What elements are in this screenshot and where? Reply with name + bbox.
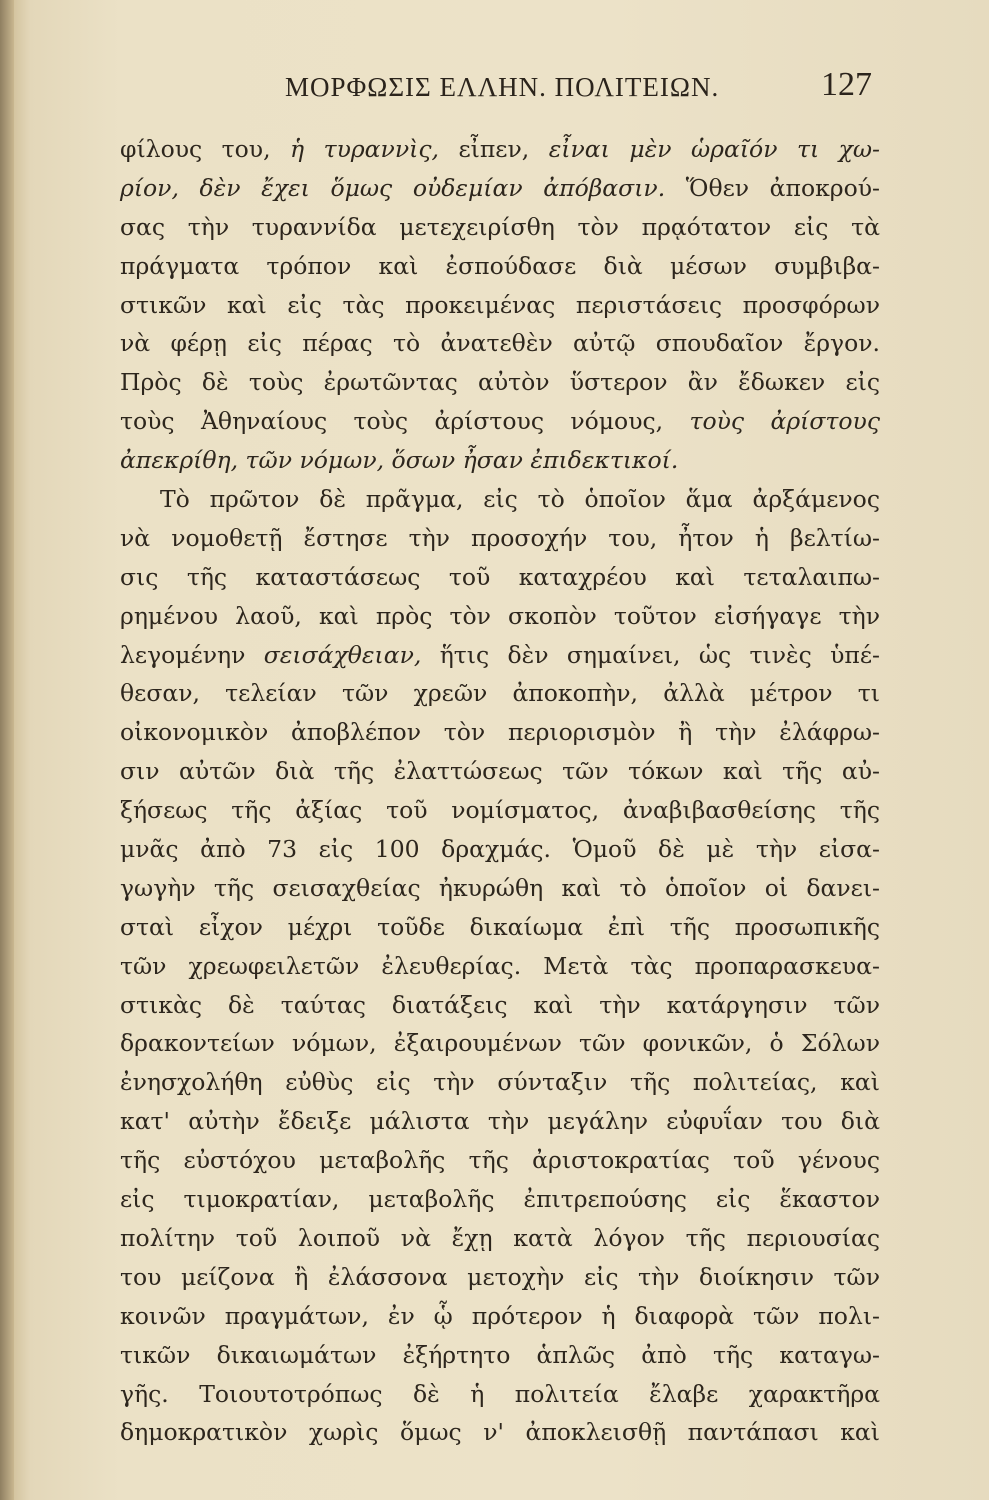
text-line: τῶν χρεωφειλετῶν ἐλευθερίας. Μετὰ τὰς προπαρασκευα- (120, 951, 880, 980)
text-line: πράγματα τρόπον καὶ ἐσπούδασε διὰ μέσων συμβιβα- (120, 251, 880, 280)
text-line: δημοκρατικὸν χωρὶς ὅμως ν' ἀποκλεισθῇ παντάπασι καὶ (120, 1418, 880, 1447)
text-line: του μείζονα ἢ ἐλάσσονα μετοχὴν εἰς τὴν διοίκησιν τῶν (120, 1262, 880, 1291)
text-line: στικὰς δὲ ταύτας διατάξεις καὶ τὴν κατάργησιν τῶν (120, 990, 880, 1019)
text-line: δρακοντείων νόμων, ἐξαιρουμένων τῶν φονικῶν, ὁ Σόλων (120, 1029, 880, 1058)
text-line: κοινῶν πραγμάτων, ἐν ᾧ πρότερον ἡ διαφορὰ τῶν πολι- (120, 1301, 880, 1330)
text-line: γῆς. Τοιουτοτρόπως δὲ ἡ πολιτεία ἔλαβε χαρακτῆρα (120, 1379, 880, 1408)
text-line: ξήσεως τῆς ἀξίας τοῦ νομίσματος, ἀναβιβασθείσης τῆς (120, 796, 880, 825)
text-line: σιν αὐτῶν διὰ τῆς ἐλαττώσεως τῶν τόκων καὶ τῆς αὐ- (120, 757, 880, 786)
text-line: οἰκονομικὸν ἀποβλέπον τὸν περιορισμὸν ἢ τὴν ἐλάφρω- (120, 718, 880, 747)
text-line: πολίτην τοῦ λοιποῦ νὰ ἔχῃ κατὰ λόγον τῆς περιουσίας (120, 1223, 880, 1252)
page-number: 127 (821, 66, 872, 103)
text-line: νὰ νομοθετῇ ἔστησε τὴν προσοχήν του, ἦτον ἡ βελτίω- (120, 523, 880, 552)
text-line: ἀπεκρίθη, τῶν νόμων, ὅσων ἦσαν ἐπιδεκτικοί. (120, 446, 679, 475)
text-line: νὰ φέρῃ εἰς πέρας τὸ ἀνατεθὲν αὐτῷ σπουδαῖον ἔργον. (120, 329, 880, 358)
text-line: φίλους του, ἡ τυραννὶς, εἶπεν, εἶναι μὲν ὡραῖόν τι χω- (120, 135, 880, 163)
text-line: σις τῆς καταστάσεως τοῦ καταχρέου καὶ τεταλαιπω- (120, 562, 880, 591)
binding-edge (0, 0, 14, 1500)
text-line: εἰς τιμοκρατίαν, μεταβολῆς ἐπιτρεπούσης εἰς ἕκαστον (120, 1185, 880, 1214)
text-line: θεσαν, τελείαν τῶν χρεῶν ἀποκοπὴν, ἀλλὰ μέτρον τι (120, 679, 880, 708)
text-line: γωγὴν τῆς σεισαχθείας ἠκυρώθη καὶ τὸ ὁποῖον οἱ δανει- (120, 873, 880, 902)
running-head: ΜΟΡΦΩΣΙΣ ΕΛΛΗΝ. ΠΟΛΙΤΕΙΩΝ. (285, 72, 720, 102)
text-line: τικῶν δικαιωμάτων ἐξήρτητο ἁπλῶς ἀπὸ τῆς καταγω- (120, 1340, 880, 1369)
text-line: Τὸ πρῶτον δὲ πρᾶγμα, εἰς τὸ ὁποῖον ἅμα ἀρξάμενος (160, 485, 880, 514)
text-line: τοὺς Ἀθηναίους τοὺς ἀρίστους νόμους, τοὺς ἀρίστους (120, 407, 880, 436)
text-line: λεγομένην σεισάχθειαν, ἥτις δὲν σημαίνει, ὡς τινὲς ὑπέ- (120, 640, 880, 669)
page-header (160, 62, 880, 112)
text-line: κατ' αὐτὴν ἔδειξε μάλιστα τὴν μεγάλην εὐφυΐαν του διὰ (120, 1107, 880, 1136)
text-line: Πρὸς δὲ τοὺς ἐρωτῶντας αὐτὸν ὕστερον ἂν ἔδωκεν εἰς (120, 368, 880, 397)
text-line: σας τὴν τυραννίδα μετεχειρίσθη τὸν πρᾳότατον εἰς τὰ (120, 212, 880, 241)
text-line: τῆς εὐστόχου μεταβολῆς τῆς ἀριστοκρατίας τοῦ γένους (120, 1146, 880, 1175)
text-line: μνᾶς ἀπὸ 73 εἰς 100 δραχμάς. Ὁμοῦ δὲ μὲ τὴν εἰσα- (120, 835, 880, 864)
text-line: σταὶ εἶχον μέχρι τοῦδε δικαίωμα ἐπὶ τῆς προσωπικῆς (120, 912, 880, 941)
text-line: ἐνησχολήθη εὐθὺς εἰς τὴν σύνταξιν τῆς πολιτείας, καὶ (120, 1068, 880, 1097)
text-line: ρίον, δὲν ἔχει ὅμως οὐδεμίαν ἀπόβασιν. Ὅθεν ἀποκρού- (120, 173, 880, 202)
text-line: ρημένου λαοῦ, καὶ πρὸς τὸν σκοπὸν τοῦτον εἰσήγαγε τὴν (120, 601, 880, 630)
body-text (120, 130, 880, 1452)
text-line: στικῶν καὶ εἰς τὰς προκειμένας περιστάσεις προσφόρων (120, 290, 880, 319)
